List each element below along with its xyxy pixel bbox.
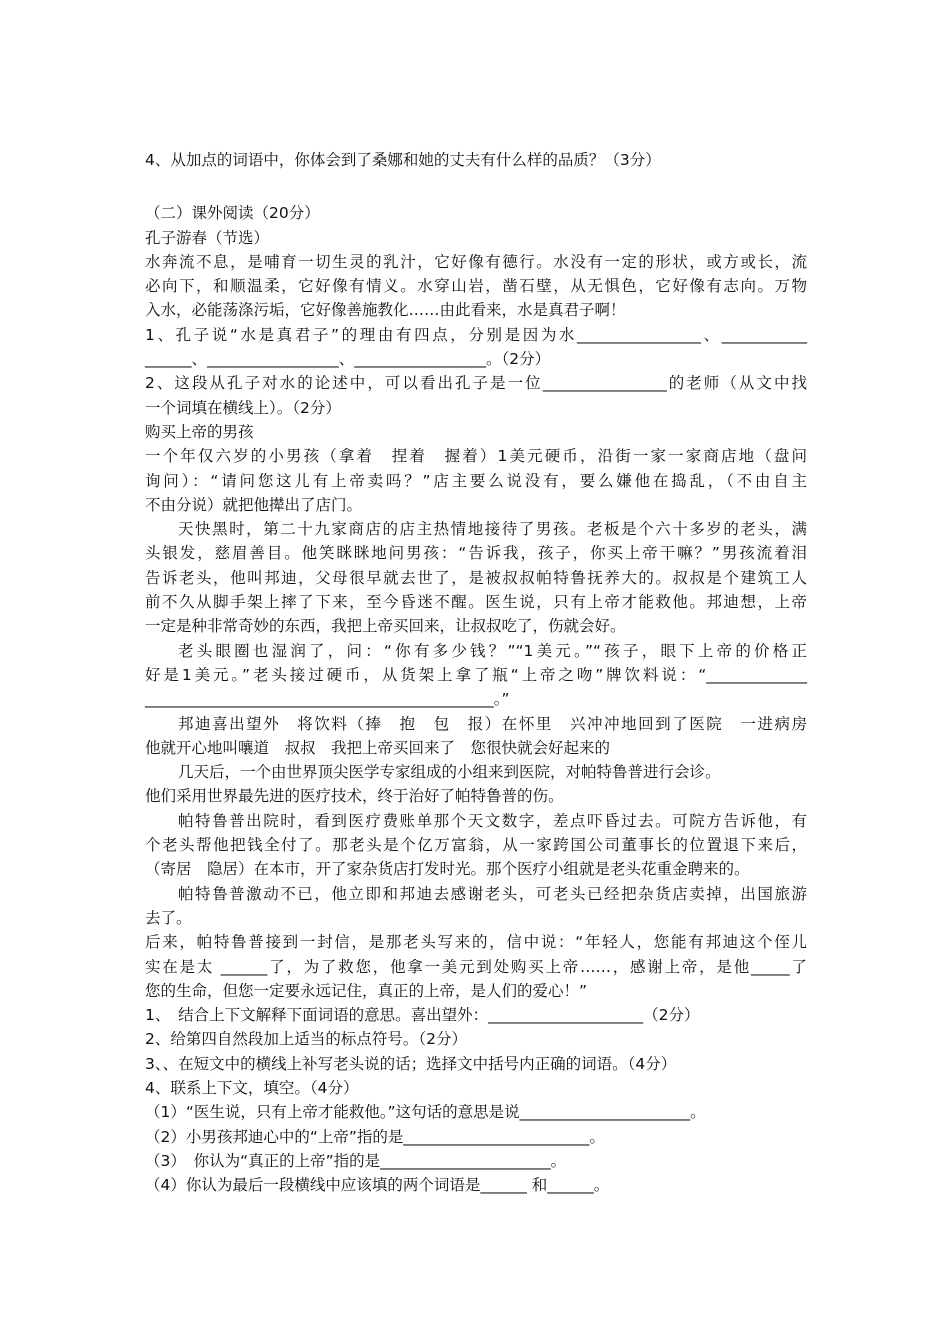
- text-line: 邦迪喜出望外 将饮料（捧 抱 包 报）在怀里 兴冲冲地回到了医院 一进病房: [178, 714, 807, 733]
- text-line: 1、 结合上下文解释下面词语的意思。喜出望外：____________________（2分）: [145, 1006, 700, 1025]
- text-line: 水奔流不息，是哺育一切生灵的乳汁，它好像有德行。水没有一定的形状，或方或长，流: [145, 252, 807, 271]
- text-line: 天快黑时，第二十九家商店的店主热情地接待了男孩。老板是个六十多岁的老头，满: [178, 520, 807, 539]
- text-line: 帕特鲁普激动不已，他立即和邦迪去感谢老头，可老头已经把杂货店卖掉，出国旅游: [178, 884, 807, 903]
- text-line: 告诉老头，他叫邦迪，父母很早就去世了，是被叔叔帕特鲁抚养大的。叔叔是个建筑工人: [145, 568, 807, 587]
- text-line: 几天后，一个由世界顶尖医学专家组成的小组来到医院，对帕特鲁普进行会诊。: [178, 763, 721, 782]
- text-line: 好是1美元。”老头接过硬币，从货架上拿了瓶“上帝之吻”牌饮料说：“_____________: [145, 665, 807, 684]
- text-line: 老头眼圈也湿润了，问：“你有多少钱？”“1美元。”“孩子，眼下上帝的价格正: [178, 641, 807, 660]
- text-line: 他们采用世界最先进的医疗技术，终于治好了帕特鲁普的伤。: [145, 787, 564, 806]
- text-line: 他就开心地叫嚷道 叔叔 我把上帝买回来了 您很快就会好起来的: [145, 738, 611, 757]
- text-line: 您的生命，但您一定要永远记住，真正的上帝，是人们的爱心！”: [145, 981, 588, 1000]
- text-line: 4、联系上下文，填空。（4分）: [145, 1078, 359, 1097]
- text-line: 1、孔子说“水是真君子”的理由有四点，分别是因为水________________、___________: [145, 325, 807, 344]
- text-line: 4、从加点的词语中，你体会到了桑娜和她的丈夫有什么样的品质？（3分）: [145, 151, 661, 169]
- text-line: 孔子游春（节选）: [145, 228, 270, 247]
- text-line: 一个词填在横线上）。（2分）: [145, 398, 341, 417]
- text-line: ______、_________________、_________________。（2分）: [145, 350, 551, 369]
- text-line: 必向下，和顺温柔，它好像有情义。水穿山岩，凿石壁，从无惧色，它好像有志向。万物: [145, 277, 807, 296]
- text-line: 购买上帝的男孩: [145, 422, 254, 441]
- text-line: 去了。: [145, 908, 192, 927]
- text-line: 不由分说）就把他撵出了店门。: [145, 495, 363, 514]
- text-line: （二）课外阅读（20分）: [145, 204, 320, 223]
- document-page: [145, 148, 807, 1197]
- text-line: _____________________________________________。”: [145, 690, 510, 709]
- text-line: 入水，必能荡涤污垢，它好像善施教化……由此看来，水是真君子啊！: [145, 301, 626, 320]
- text-line: 询问）：“请问您这儿有上帝卖吗？”店主要么说没有，要么嫌他在捣乱，（不由自主: [145, 471, 807, 490]
- text-line: 帕特鲁普出院时，看到医疗费账单那个天文数字，差点吓昏过去。可院方告诉他，有: [178, 811, 807, 830]
- text-line: （3） 你认为“真正的上帝”指的是______________________。: [145, 1151, 567, 1170]
- section-gap: [145, 172, 807, 201]
- text-line: 后来，帕特鲁普接到一封信，是那老头写来的，信中说：“年轻人，您能有邦迪这个侄儿: [145, 933, 807, 952]
- text-line: （4）你认为最后一段横线中应该填的两个词语是______ 和______。: [145, 1176, 610, 1195]
- text-line: 2、这段从孔子对水的论述中，可以看出孔子是一位________________的老师（从文中找: [145, 374, 807, 393]
- text-line: 一定是种非常奇妙的东西，我把上帝买回来，让叔叔吃了，伤就会好。: [145, 617, 626, 636]
- text-line: 3、、在短文中的横线上补写老头说的话；选择文中括号内正确的词语。（4分）: [145, 1054, 677, 1073]
- text-line: 实在是太 ______了，为了救您，他拿一美元到处购买上帝……，感谢上帝，是他_____了: [145, 957, 807, 976]
- text-line: （1）“医生说，只有上帝才能救他。”这句话的意思是说______________________。: [145, 1103, 706, 1122]
- text-line: 前不久从脚手架上摔了下来，至今昏迷不醒。医生说，只有上帝才能救他。邦迪想，上帝: [145, 593, 807, 612]
- text-line: 个老头帮他把钱全付了。那老头是个亿万富翁，从一家跨国公司董事长的位置退下来后，: [145, 836, 807, 855]
- text-line: 头银发，慈眉善目。他笑眯眯地问男孩：“告诉我，孩子，你买上帝干嘛？”男孩流着泪: [145, 544, 807, 563]
- text-line: 一个年仅六岁的小男孩（拿着 捏着 握着）1美元硬币，沿街一家一家商店地（盘问: [145, 447, 807, 466]
- text-line: （寄居 隐居）在本市，开了家杂货店打发时光。那个医疗小组就是老头花重金聘来的。: [145, 860, 750, 879]
- text-line: （2）小男孩邦迪心中的“上帝”指的是________________________。: [145, 1127, 605, 1146]
- text-line: 2、给第四自然段加上适当的标点符号。（2分）: [145, 1030, 467, 1049]
